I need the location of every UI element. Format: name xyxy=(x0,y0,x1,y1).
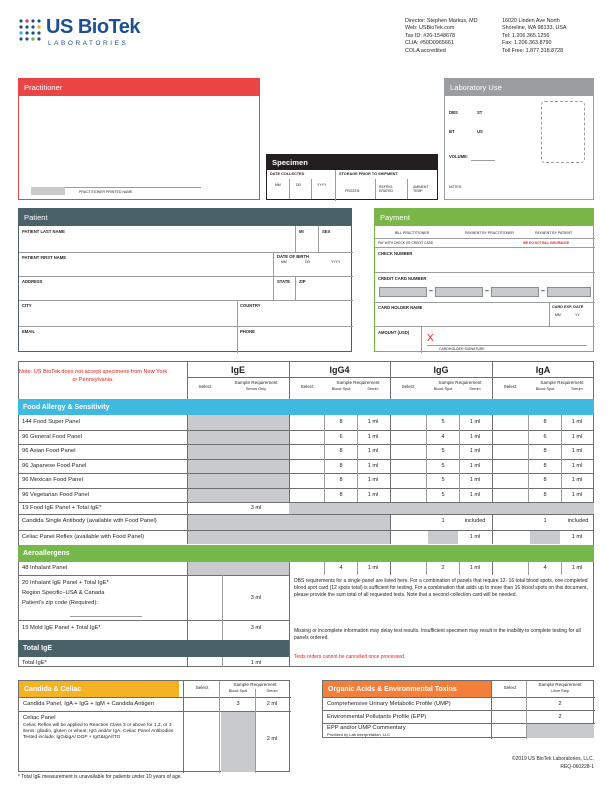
row-divider xyxy=(18,444,594,445)
iga-serum: 1 ml xyxy=(571,462,583,469)
bill-practitioner-option[interactable]: BILL PRACTITIONER xyxy=(395,231,430,235)
card-number-group-3[interactable] xyxy=(491,287,539,297)
barcode-area xyxy=(541,101,585,163)
cell-divider xyxy=(459,430,460,445)
lab-info-right xyxy=(502,18,567,55)
total-ige-row-name: Total IgE* xyxy=(22,660,47,666)
lab-info-line: Web: USBioTek.com xyxy=(405,25,455,32)
dob-field[interactable]: DATE OF BIRTH xyxy=(277,254,310,259)
cell-divider xyxy=(528,488,529,503)
amount-field[interactable]: AMOUNT (USD) xyxy=(378,330,410,335)
dbs-label: DBS xyxy=(449,110,458,115)
logo-name: US BioTek xyxy=(46,16,141,38)
holder-name-field[interactable]: CARD HOLDER NAME xyxy=(378,305,423,310)
igg4-serum: 1 ml xyxy=(367,448,379,454)
card-dash: – xyxy=(429,288,433,295)
row-divider xyxy=(18,473,594,474)
igg4-blood-spot: 6 xyxy=(339,433,343,440)
igg-select-box[interactable] xyxy=(393,432,423,442)
inhalant-igg-serum: 1 ml xyxy=(469,565,481,571)
food-ige-row-ige: 3 ml xyxy=(250,505,262,511)
iga-serum: 1 ml xyxy=(571,433,583,440)
select-header: Select xyxy=(401,384,415,389)
address-field[interactable]: ADDRESS xyxy=(22,279,43,284)
refrigerated-option[interactable]: REFRIG-ERATED xyxy=(379,185,394,194)
sample-req-header: Sample Requirement xyxy=(540,380,584,385)
blood-spot-header: Blood Spot xyxy=(535,387,555,391)
logo-dots-icon xyxy=(18,18,42,42)
total-ige-sample: 1 ml xyxy=(250,660,262,666)
celiac-panel-serum: 2 ml xyxy=(266,736,278,742)
patient-panel xyxy=(18,208,352,352)
iga-select-box[interactable] xyxy=(495,446,525,456)
igg-blood-spot: 5 xyxy=(441,419,445,425)
lab-info-line: Director: Stephen Markus, MD xyxy=(405,18,478,24)
footer-note: * Total IgE measurement is unavailable for patients under 10 years of age. xyxy=(18,774,182,780)
igg-blood-spot: 5 xyxy=(441,448,445,454)
lab-info-line: Fax: 1.206.363.8790 xyxy=(502,40,552,47)
payment-title: Payment xyxy=(375,209,593,226)
sample-req-header: Sample Requirement xyxy=(234,380,278,385)
commentary-row-sub: Provided by Lab Interpretation, LLC xyxy=(327,732,391,737)
igg4-blood-spot: 8 xyxy=(339,448,343,454)
celiac-panel-description: Celiac Reflex will be applied to Reaction Class 3 or above for 1,2, or 3 items: gliadin, gluten or wheat; IgG and/or IgA. Celiac Panel Antibodies Tested include: IgG&IgA/ DGP + IgG&IgA/tTG xyxy=(23,723,174,740)
igg4-blood-spot: 8 xyxy=(339,491,343,498)
candida-single-igg-bs: 1 xyxy=(441,518,445,524)
practitioner-stamp-area[interactable] xyxy=(23,99,255,187)
us-label: US xyxy=(477,129,483,134)
copyright: ©2019 US BioTek Laboratories, LLC. xyxy=(511,756,594,762)
card-number-group-4[interactable] xyxy=(547,287,591,297)
pay-with-label: PAY WITH CHECK OR CREDIT CARD xyxy=(378,241,434,245)
dob-mm-label: MM xyxy=(281,260,287,264)
practitioner-printed-name-label: PRACTITIONER PRINTED NAME xyxy=(79,190,133,194)
food-row-name: 96 Asian Food Panel xyxy=(22,448,76,454)
blood-spot-header: Blood Spot xyxy=(331,387,351,391)
iga-serum: 1 ml xyxy=(571,419,583,425)
urine-strip-header: Urine Strip xyxy=(551,689,569,693)
cell-divider xyxy=(561,430,562,445)
iga-blood-spot: 6 xyxy=(543,433,547,440)
sample-req-header: Sample Requirement xyxy=(336,380,380,385)
practitioner-panel xyxy=(18,78,260,200)
inhalant-row-name: 48 Inhalant Panel xyxy=(22,565,68,571)
iga-blood-spot: 8 xyxy=(543,462,547,469)
igg-serum: 1 ml xyxy=(469,491,481,498)
celiac-igg-bs-na xyxy=(428,531,458,544)
cardholder-signature-label[interactable]: CARDHOLDER SIGNATURE xyxy=(439,347,485,351)
col-igg: IgG xyxy=(433,365,449,375)
food-row-name: 96 Vegetarian Food Panel xyxy=(22,491,90,498)
ambient-option[interactable]: AMBIENT TEMP xyxy=(413,185,429,194)
mm-label: MM xyxy=(275,183,281,187)
candida-panel xyxy=(18,680,290,772)
iga-select-box[interactable] xyxy=(495,490,525,500)
food-row-name: 96 Japanese Food Panel xyxy=(22,462,87,469)
select-header: Select xyxy=(198,384,212,389)
card-exp-field[interactable]: CARD EXP. DATE xyxy=(552,305,584,309)
exp-yy-label: YY xyxy=(575,313,580,317)
lab-info-line: Toll Free: 1.877.318.8728 xyxy=(502,47,564,54)
cancel-note: Tests orders cannot be cancelled once processed. xyxy=(294,654,406,660)
row-divider xyxy=(18,459,594,460)
signature-x-mark: X xyxy=(427,333,434,344)
state-field[interactable]: STATE xyxy=(277,279,291,284)
igg4-blood-spot: 8 xyxy=(339,419,343,425)
inhalant-ige-sample: 3 ml xyxy=(250,595,262,601)
igg-select-box[interactable] xyxy=(393,461,423,471)
igg-serum: 1 ml xyxy=(469,419,481,425)
select-header: Select xyxy=(503,384,517,389)
phone-field[interactable]: PHONE xyxy=(240,329,255,334)
cell-divider xyxy=(459,444,460,459)
serum-header: Serum xyxy=(469,387,481,391)
practitioner-title: Practitioner xyxy=(19,79,259,96)
igg4-serum: 1 ml xyxy=(367,462,379,469)
inhalant-igg4-serum: 1 ml xyxy=(367,565,379,571)
cell-divider xyxy=(426,488,427,503)
sex-field[interactable]: SEX xyxy=(322,229,331,234)
food-section-header: Food Allergy & Sensitivity xyxy=(18,399,594,415)
candida-section-header: Candida & Celiac xyxy=(19,681,179,697)
celiac-iga-bs-na xyxy=(530,531,560,544)
no-insurance-note: WE DO NOT BILL INSURANCE xyxy=(523,241,570,245)
dd-label: DD xyxy=(296,183,302,187)
cell-divider xyxy=(426,415,427,430)
mold-row-name: 15 Mold IgE Panel + Total IgE* xyxy=(22,625,101,631)
iga-blood-spot: 8 xyxy=(543,448,547,454)
payment-by-patient-option[interactable]: PAYMENT BY PATIENT xyxy=(535,231,573,235)
inhalant-ige-region: Region Specific–USA & Canada xyxy=(22,590,105,596)
igg4-select-box[interactable] xyxy=(292,432,322,442)
lab-info-line: 16020 Linden Ave North xyxy=(502,18,560,24)
cell-divider xyxy=(426,473,427,488)
aero-section-header: Aeroallergens xyxy=(18,545,594,562)
inhalant-iga-bs: 4 xyxy=(543,565,547,571)
serum-header: Serum xyxy=(367,387,379,391)
cell-divider xyxy=(324,473,325,488)
candida-panel-bs: 3 xyxy=(236,701,240,707)
cell-divider xyxy=(426,459,427,474)
dob-dd-label: DD xyxy=(305,260,311,264)
cell-divider xyxy=(324,415,325,430)
zip-code-input-line[interactable] xyxy=(70,616,142,617)
epp-row-name: Environmental Pollutants Profile (EPP) xyxy=(327,714,427,720)
cell-divider xyxy=(357,430,358,445)
lab-info-line: Shoreline, WA 98133, USA xyxy=(502,25,567,32)
blood-spot-header: Blood Spot xyxy=(228,689,248,693)
igg-serum: 1 ml xyxy=(469,477,481,483)
cell-divider xyxy=(357,488,358,503)
sample-req-header: Sample Requirement xyxy=(233,682,277,687)
iga-select-box[interactable] xyxy=(495,475,525,485)
ump-row-sample: 2 xyxy=(558,701,562,707)
check-number-field[interactable]: CHECK NUMBER xyxy=(378,251,413,256)
cell-divider xyxy=(459,459,460,474)
payment-panel xyxy=(374,208,594,352)
igg-blood-spot: 5 xyxy=(441,462,445,469)
food-row-name: 96 General Food Panel xyxy=(22,433,82,440)
food-ige-row-name: 19 Food IgE Panel + Total IgE* xyxy=(22,505,102,511)
iga-serum: 1 ml xyxy=(571,491,583,498)
food-row-name: 144 Food Super Panel xyxy=(22,419,81,425)
cell-divider xyxy=(357,415,358,430)
cell-divider xyxy=(561,459,562,474)
igg-serum: 1 ml xyxy=(469,448,481,454)
form-id: REQ-060228-1 xyxy=(560,764,594,770)
card-number-group-2[interactable] xyxy=(435,287,483,297)
cell-divider xyxy=(324,488,325,503)
cell-divider xyxy=(528,473,529,488)
iga-blood-spot: 8 xyxy=(543,491,547,498)
serum-only-header: Serum Only xyxy=(245,387,267,391)
cell-divider xyxy=(357,459,358,474)
inhalant-igg4-bs: 4 xyxy=(339,565,343,571)
commentary-na xyxy=(526,724,594,738)
col-iga: IgA xyxy=(535,365,551,375)
igg4-select-box[interactable] xyxy=(292,461,322,471)
cell-divider xyxy=(561,488,562,503)
iga-select-box[interactable] xyxy=(495,417,525,427)
organic-panel xyxy=(322,680,594,738)
patient-title: Patient xyxy=(19,209,351,226)
igg-blood-spot: 4 xyxy=(441,433,445,440)
igg4-select-box[interactable] xyxy=(292,417,322,427)
col-ige: IgE xyxy=(230,365,245,375)
igg-select-box[interactable] xyxy=(393,490,423,500)
igg-select-box[interactable] xyxy=(393,417,423,427)
card-number-label: CREDIT CARD NUMBER xyxy=(378,276,427,281)
igg4-blood-spot: 8 xyxy=(339,462,343,469)
cell-divider xyxy=(528,459,529,474)
cell-divider xyxy=(324,444,325,459)
igg-blood-spot: 5 xyxy=(441,491,445,498)
sample-req-header: Sample Requirement xyxy=(538,682,582,687)
col-igg4: IgG4 xyxy=(329,365,350,375)
inhalant-zip-label: Patient's zip code (Required): xyxy=(22,600,98,606)
igg4-select-box[interactable] xyxy=(292,490,322,500)
exp-mm-label: MM xyxy=(555,313,561,317)
cell-divider xyxy=(357,444,358,459)
select-header: Select xyxy=(195,685,209,690)
cell-divider xyxy=(459,473,460,488)
cell-divider xyxy=(528,430,529,445)
igg-blood-spot: 5 xyxy=(441,477,445,483)
igg4-blood-spot: 8 xyxy=(339,477,343,483)
food-row-name: 96 Mexican Food Panel xyxy=(22,477,83,483)
food-ige-select[interactable] xyxy=(190,504,220,512)
mi-field[interactable]: MI xyxy=(299,229,304,234)
zip-field[interactable]: ZIP xyxy=(299,279,306,284)
iga-select-box[interactable] xyxy=(495,432,525,442)
cell-divider xyxy=(324,459,325,474)
notes-label: NOTES: xyxy=(449,185,463,189)
select-header: Select xyxy=(503,685,517,690)
ige-only-na-block xyxy=(289,502,594,514)
lab-info-line: COLA accredited xyxy=(405,47,446,54)
ump-row-name: Comprehensive Urinary Metabolic Profile (UMP) xyxy=(327,701,451,707)
volume-label: VOLUME: xyxy=(449,154,469,159)
celiac-reflex-name: Celiac Panel Reflex (available with Food Panel) xyxy=(22,534,145,540)
igg-serum: 1 ml xyxy=(469,433,481,440)
iga-blood-spot: 8 xyxy=(543,419,547,425)
celiac-bs-na xyxy=(221,712,255,772)
igg4-serum: 1 ml xyxy=(367,477,379,483)
card-dash: – xyxy=(541,288,545,295)
dob-yyyy-label: YYYY xyxy=(331,260,341,264)
specimen-panel xyxy=(266,154,438,200)
iga-serum: 1 ml xyxy=(571,448,583,454)
igg4-serum: 1 ml xyxy=(367,433,379,440)
iga-serum: 1 ml xyxy=(571,477,583,483)
lab-use-panel xyxy=(444,78,594,200)
igg4-serum: 1 ml xyxy=(367,419,379,425)
cell-divider xyxy=(459,415,460,430)
row-divider xyxy=(18,430,594,431)
celiac-igg-serum: 1 ml xyxy=(469,534,481,540)
igg4-serum: 1 ml xyxy=(367,491,379,498)
igg-select-box[interactable] xyxy=(393,446,423,456)
antibody-na-block xyxy=(187,514,390,544)
payment-by-practitioner-option[interactable]: PAYMENT BY PRACTITIONER xyxy=(465,231,514,235)
igg4-select-box[interactable] xyxy=(292,446,322,456)
inhalant-ige-na xyxy=(187,562,289,575)
cell-divider xyxy=(324,430,325,445)
mold-ige-sample: 3 ml xyxy=(250,625,262,631)
igg-serum: 1 ml xyxy=(469,462,481,469)
cell-divider xyxy=(528,444,529,459)
total-ige-section-header: Total IgE xyxy=(18,640,289,657)
disclaimer-note: Note: US BioTek does not accept specimens from New York or Pennsylvania. xyxy=(18,369,168,383)
commentary-row-name: EPP and/or UMP Commentary xyxy=(327,725,406,731)
lab-info-line: Tel: 1.206.365.1256 xyxy=(502,32,550,39)
dbs-note: DBS requirements for a single panel are listed here. For a combination of panels that require 12- 16 total blood spots, one completed blood spot card (12 spots total) is sufficient for testing. For a combination that adds up to more than 16 blood spots on this document, please provide the sum total of all requested tests. Note that a second collection card will be needed. xyxy=(294,578,588,599)
specimen-title: Specimen xyxy=(267,155,437,170)
organic-section-header: Organic Acids & Environmental Toxins xyxy=(323,681,491,697)
candida-single-iga-serum: included xyxy=(567,518,589,524)
cell-divider xyxy=(426,444,427,459)
cell-divider xyxy=(561,444,562,459)
celiac-panel-name: Celiac Panel xyxy=(23,715,56,721)
iga-blood-spot: 8 xyxy=(543,477,547,483)
candida-single-iga-bs: 1 xyxy=(543,518,547,524)
inhalant-ige-name: 20 Inhalant IgE Panel + Total IgE* xyxy=(22,580,109,586)
select-header: Select xyxy=(300,384,314,389)
yyyy-label: YYYY xyxy=(317,183,327,187)
date-collected-label: DATE COLLECTED xyxy=(270,172,305,176)
candida-single-igg-serum: included xyxy=(464,518,486,524)
igg4-select-box[interactable] xyxy=(292,475,322,485)
sample-req-header: Sample Requirement xyxy=(438,380,482,385)
lab-info-line: Tax ID: #26-1548678 xyxy=(405,32,456,39)
serum-header: Serum xyxy=(266,689,278,693)
iga-select-box[interactable] xyxy=(495,461,525,471)
cell-divider xyxy=(426,430,427,445)
row-divider xyxy=(18,488,594,489)
country-field[interactable]: COUNTRY xyxy=(240,303,261,308)
missing-info-note: Missing or incomplete information may delay test results. Insufficient specimen may result in the inability to complete testing for all panels ordered. xyxy=(294,628,581,642)
cell-divider xyxy=(459,488,460,503)
inhalant-iga-serum: 1 ml xyxy=(571,565,583,571)
card-number-group-1[interactable] xyxy=(379,287,427,297)
cell-divider xyxy=(561,415,562,430)
candida-panel-name: Candida Panel, IgA + IgG + IgM + Candida Antigen xyxy=(23,701,155,707)
candida-single-name: Candida Single Antibody (available with Food Panel) xyxy=(22,518,157,524)
first-name-field[interactable]: PATIENT FIRST NAME xyxy=(22,255,67,260)
blood-spot-header: Blood Spot xyxy=(433,387,453,391)
frozen-option[interactable]: FROZEN xyxy=(345,189,360,193)
city-field[interactable]: CITY xyxy=(22,303,32,308)
cell-divider xyxy=(357,473,358,488)
lab-info-line: CLIA: #50D0965661 xyxy=(405,40,454,47)
logo-subtitle: LABORATORIES xyxy=(48,40,129,47)
practitioner-name-tab xyxy=(31,187,65,195)
epp-row-sample: 2 xyxy=(558,714,562,720)
candida-panel-serum: 2 ml xyxy=(266,701,278,707)
celiac-iga-serum: 1 ml xyxy=(571,534,583,540)
email-field[interactable]: EMAIL xyxy=(22,329,36,334)
igg-select-box[interactable] xyxy=(393,475,423,485)
storage-label: STORAGE PRIOR TO SHIPMENT xyxy=(339,172,398,176)
serum-header: Serum xyxy=(571,387,583,391)
bt-label: BT xyxy=(449,129,455,134)
st-label: ST xyxy=(477,110,483,115)
inhalant-igg-bs: 2 xyxy=(441,565,445,571)
lab-use-title: Laboratory Use xyxy=(445,79,593,96)
cell-divider xyxy=(561,473,562,488)
logo xyxy=(18,16,178,50)
lab-info-left xyxy=(405,18,478,55)
last-name-field[interactable]: PATIENT LAST NAME xyxy=(22,229,65,234)
card-dash: – xyxy=(485,288,489,295)
cell-divider xyxy=(528,415,529,430)
